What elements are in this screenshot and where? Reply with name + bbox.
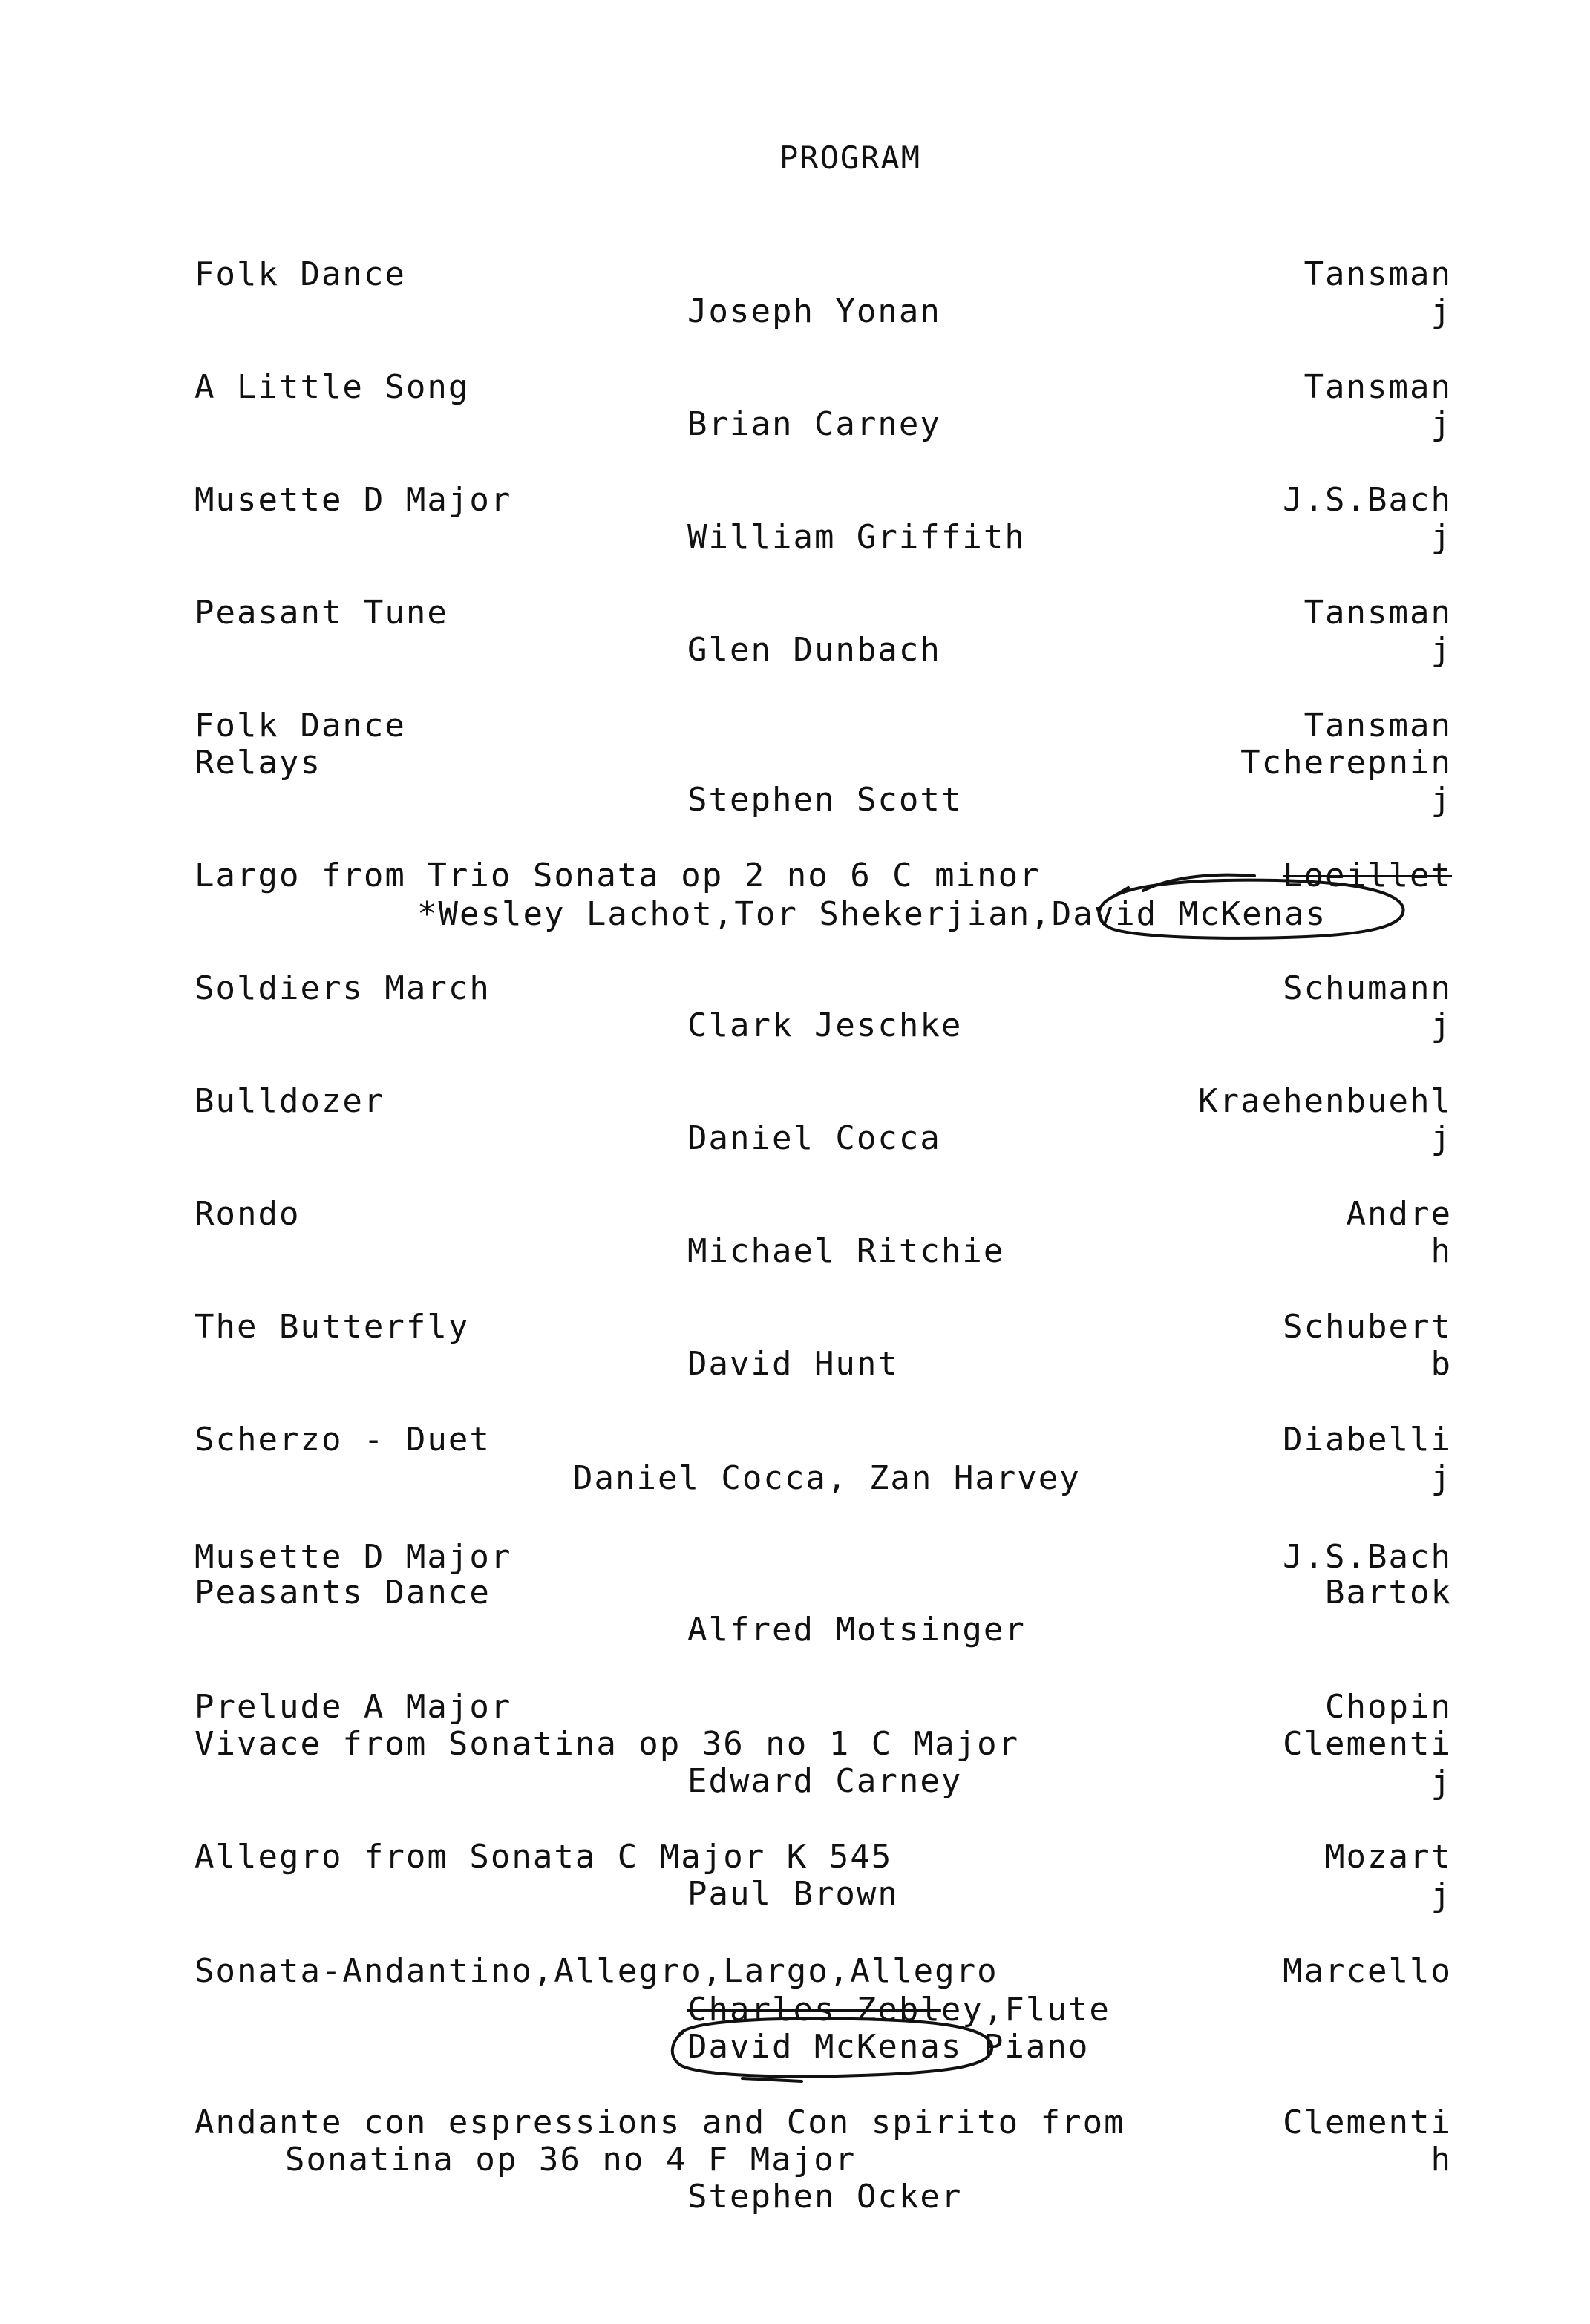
performer: Edward Carney (687, 1762, 963, 1800)
piece-title: Peasant Tune (194, 594, 448, 632)
composer: Mozart (1325, 1838, 1452, 1876)
grade-mark: j (1430, 292, 1452, 330)
performer: Joseph Yonan (687, 292, 941, 330)
piece-title: Relays (194, 744, 321, 782)
grade-mark: j (1430, 781, 1452, 819)
performer (417, 895, 1327, 933)
composer: Andre (1346, 1195, 1452, 1233)
composer: J.S.Bach (1283, 1538, 1452, 1576)
composer: Schubert (1283, 1308, 1452, 1346)
piece-title: Vivace from Sonatina op 36 no 1 C Major (194, 1725, 1020, 1763)
grade-mark: h (1430, 2141, 1452, 2179)
pen-stroke (742, 2078, 802, 2081)
grade-mark: j (1430, 518, 1452, 556)
composer: Clementi (1283, 2104, 1452, 2141)
performer: Michael Ritchie (687, 1232, 1005, 1270)
piece-title: Bulldozer (194, 1082, 385, 1120)
page-title: PROGRAM (779, 140, 922, 176)
grade-mark: j (1430, 1459, 1452, 1497)
piece-title: Rondo (194, 1195, 301, 1233)
composer: Chopin (1325, 1688, 1452, 1726)
composer: Schumann (1283, 969, 1452, 1007)
performer: Brian Carney (687, 405, 941, 443)
performer: Stephen Ocker (687, 2178, 963, 2216)
performer: Alfred Motsinger (687, 1611, 1026, 1649)
performer: Daniel Cocca (687, 1119, 941, 1157)
piece-title: Andante con espressions and Con spirito from (194, 2104, 1125, 2141)
piece-title: Folk Dance (194, 707, 406, 744)
composer: Kraehenbuehl (1198, 1082, 1452, 1120)
circled-performer: David McKenas (687, 2028, 963, 2066)
performer: Daniel Cocca, Zan Harvey (573, 1459, 1081, 1497)
composer: Tansman (1303, 707, 1452, 744)
piece-title: Sonatina op 36 no 4 F Major (285, 2141, 857, 2179)
piece-title: Allegro from Sonata C Major K 545 (194, 1838, 893, 1876)
composer: Tansman (1303, 255, 1452, 293)
performer (687, 1991, 1110, 2029)
struck-performer: Charles Zebl (687, 1991, 941, 2029)
grade-mark: j (1430, 1119, 1452, 1157)
composer: Tcherepnin (1240, 744, 1452, 782)
piece-title: Musette D Major (194, 481, 512, 519)
performer: Stephen Scott (687, 781, 963, 819)
grade-mark: j (1430, 631, 1452, 669)
performer: Glen Dunbach (687, 631, 941, 669)
grade-mark: j (1430, 1006, 1452, 1044)
grade-mark: j (1430, 1764, 1452, 1801)
instrument: Piano (983, 2028, 1090, 2066)
performer: David Hunt (687, 1345, 899, 1383)
composer: Clementi (1283, 1725, 1452, 1763)
piece-title: A Little Song (194, 368, 470, 406)
performer: William Griffith (687, 518, 1026, 556)
performer (687, 2028, 1090, 2066)
piece-title: Sonata-Andantino,Allegro,Largo,Allegro (194, 1952, 998, 1990)
piece-title: Scherzo - Duet (194, 1421, 491, 1459)
composer: Tansman (1303, 368, 1452, 406)
composer: Loeillet (1283, 857, 1452, 894)
performer: Paul Brown (687, 1875, 899, 1913)
composer: Tansman (1303, 594, 1452, 632)
circled-performer: David McKenas (1051, 895, 1327, 933)
performer: Clark Jeschke (687, 1006, 963, 1044)
piece-title: Prelude A Major (194, 1688, 512, 1726)
performer-names: *Wesley Lachot,Tor Shekerjian, (417, 895, 1052, 933)
piece-title: Musette D Major (194, 1538, 512, 1576)
instrument: ey,Flute (940, 1991, 1110, 2029)
grade-mark: h (1430, 1232, 1452, 1270)
grade-mark: j (1430, 1876, 1452, 1914)
grade-mark: j (1430, 405, 1452, 443)
composer: Bartok (1325, 1574, 1452, 1611)
piece-title: Folk Dance (194, 255, 406, 293)
piece-title: The Butterfly (194, 1308, 470, 1346)
pen-stroke (1143, 875, 1254, 891)
composer: Marcello (1283, 1952, 1452, 1990)
piece-title: Peasants Dance (194, 1574, 491, 1611)
grade-mark: b (1430, 1345, 1452, 1383)
piece-title: Soldiers March (194, 969, 491, 1007)
piece-title: Largo from Trio Sonata op 2 no 6 C minor (194, 857, 1041, 894)
composer: Diabelli (1283, 1421, 1452, 1459)
composer: J.S.Bach (1283, 481, 1452, 519)
